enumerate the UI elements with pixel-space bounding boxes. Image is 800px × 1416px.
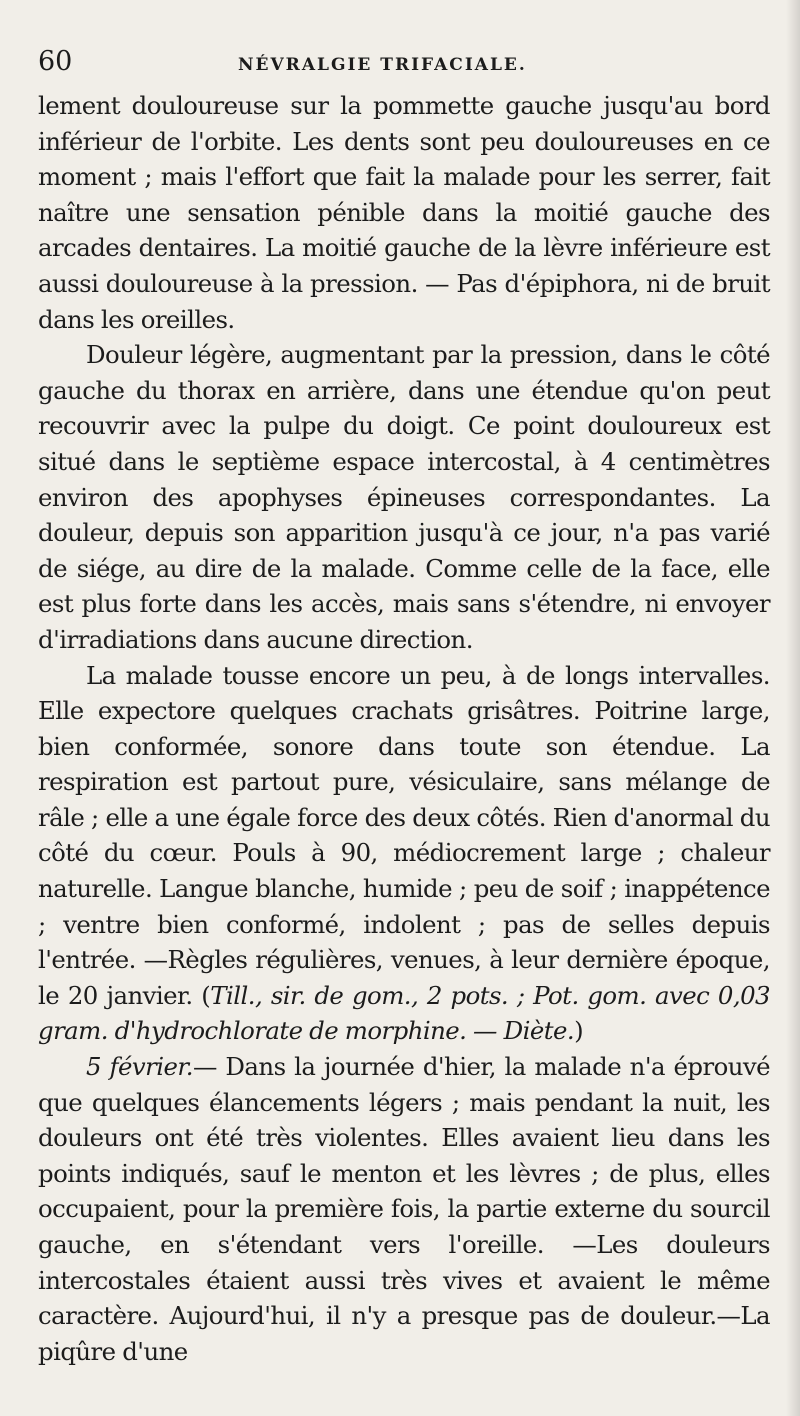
paragraph-february-5: [38, 1049, 770, 1369]
paragraph-text-tail: ): [574, 1016, 584, 1046]
paragraph-text: La malade tousse encore un peu, à de longs intervalles. Elle expectore quelques crachats grisâtres. Poitrine large, bien conformée, sonore dans toute son étendue. La respiration est partout pure, vésiculaire, sans mélange de râle ; elle a une égale force des deux côtés. Rien d'anormal du côté du cœur. Pouls à 90, médiocrement large ; chaleur naturelle. Langue blanche, humide ; peu de soif ; inappétence ; ventre bien conformé, indolent ; pas de selles depuis l'entrée. —Règles régulières, venues, à leur dernière époque, le 20 janvier. (: [38, 660, 770, 1010]
body-text: [38, 88, 770, 1369]
prescription-text: Till., sir. de gom., 2 pots. ; Pot. gom. avec 0,03 gram. d'hydrochlorate de morphine. — Diète.: [38, 980, 771, 1046]
page-header: [38, 46, 770, 88]
page-number: 60: [38, 46, 73, 77]
entry-date: 5 février.: [86, 1052, 194, 1082]
paragraph-thorax: [38, 337, 770, 657]
paragraph-text: Douleur légère, augmentant par la pression, dans le côté gauche du thorax en arrière, dans une étendue qu'on peut recouvrir avec la pulpe du doigt. Ce point douloureux est situé dans le septième espace intercostal, à 4 centimètres environ des apophyses épineuses correspondantes. La douleur, depuis son apparition jusqu'à ce jour, n'a pas varié de siége, au dire de la malade. Comme celle de la face, elle est plus forte dans les accès, mais sans s'étendre, ni envoyer d'irradiations dans aucune direction.: [38, 340, 770, 654]
paragraph-examination: [38, 658, 770, 1050]
paragraph-text: lement douloureuse sur la pommette gauche jusqu'au bord inférieur de l'orbite. Les dents sont peu douloureuses en ce moment ; mais l'effort que fait la malade pour les serrer, fait naître une sensation pénible dans la moitié gauche des arcades dentaires. La moitié gauche de la lèvre inférieure est aussi douloureuse à la pression. — Pas d'épiphora, ni de bruit dans les oreilles.: [38, 91, 770, 334]
paragraph-continued: [38, 88, 770, 337]
paragraph-text: — Dans la journée d'hier, la malade n'a éprouvé que quelques élancements légers ; mais pendant la nuit, les douleurs ont été très violentes. Elles avaient lieu dans les points indiqués, sauf le menton et les lèvres ; de plus, elles occupaient, pour la première fois, la partie externe du sourcil gauche, en s'étendant vers l'oreille. —Les douleurs intercostales étaient aussi très vives et avaient le même caractère. Aujourd'hui, il n'y a presque pas de douleur.—La piqûre d'une: [38, 1052, 771, 1366]
running-title: NÉVRALGIE TRIFACIALE.: [238, 55, 527, 75]
